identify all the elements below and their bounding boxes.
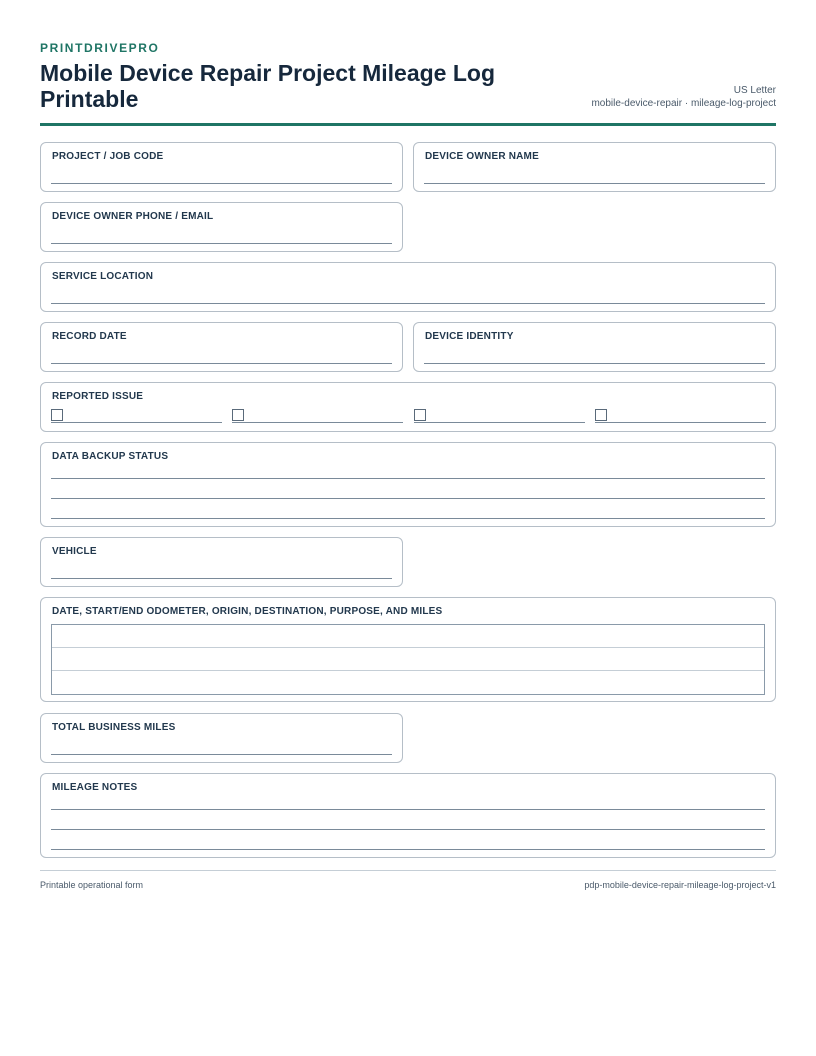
form-tags: mobile-device-repair · mileage-log-project xyxy=(591,98,776,109)
mileage-notes-field[interactable] xyxy=(40,773,776,858)
total-business-miles-field[interactable] xyxy=(40,713,403,763)
form-meta xyxy=(591,84,776,110)
write-line[interactable] xyxy=(51,578,392,579)
field-label: VEHICLE xyxy=(52,546,97,557)
footer-description: Printable operational form xyxy=(40,880,144,890)
write-line[interactable] xyxy=(51,303,765,304)
issue-option[interactable] xyxy=(414,409,585,423)
field-label: DEVICE IDENTITY xyxy=(425,331,514,342)
checkbox[interactable] xyxy=(51,409,63,421)
checkbox[interactable] xyxy=(595,409,607,421)
device-identity-field[interactable] xyxy=(413,322,776,372)
write-line[interactable] xyxy=(51,849,765,850)
form-id: pdp-mobile-device-repair-mileage-log-project-v1 xyxy=(584,880,776,890)
write-line[interactable] xyxy=(424,363,765,364)
data-backup-status-field[interactable] xyxy=(40,442,776,527)
field-label: TOTAL BUSINESS MILES xyxy=(52,722,176,733)
field-label: DEVICE OWNER NAME xyxy=(425,151,539,162)
trip-log-grid[interactable] xyxy=(51,624,765,695)
form-title: Mobile Device Repair Project Mileage Log Printable xyxy=(40,60,496,112)
issue-option[interactable] xyxy=(595,409,766,423)
write-line[interactable] xyxy=(51,243,392,244)
trip-log-field[interactable] xyxy=(40,597,776,702)
record-date-field[interactable] xyxy=(40,322,403,372)
field-label: REPORTED ISSUE xyxy=(52,391,144,402)
project-job-code-field[interactable] xyxy=(40,142,403,192)
write-line[interactable] xyxy=(51,183,392,184)
write-line[interactable] xyxy=(51,754,392,755)
field-label: DEVICE OWNER PHONE / EMAIL xyxy=(52,211,214,222)
grid-row[interactable] xyxy=(52,625,764,648)
issue-option[interactable] xyxy=(51,409,222,423)
write-line[interactable] xyxy=(51,498,765,499)
grid-row[interactable] xyxy=(52,648,764,671)
write-line[interactable] xyxy=(51,478,765,479)
reported-issue-field[interactable] xyxy=(40,382,776,432)
issue-option[interactable] xyxy=(232,409,403,423)
device-owner-name-field[interactable] xyxy=(413,142,776,192)
field-label: RECORD DATE xyxy=(52,331,127,342)
write-line[interactable] xyxy=(51,363,392,364)
field-label: DATE, START/END ODOMETER, ORIGIN, DESTINATION, PURPOSE, AND MILES xyxy=(52,606,443,617)
form-footer xyxy=(40,870,776,894)
field-label: DATA BACKUP STATUS xyxy=(52,451,169,462)
checkbox[interactable] xyxy=(414,409,426,421)
form-header xyxy=(40,40,776,126)
field-label: MILEAGE NOTES xyxy=(52,782,138,793)
field-label: PROJECT / JOB CODE xyxy=(52,151,164,162)
device-owner-contact-field[interactable] xyxy=(40,202,403,252)
brand-name: PRINTDRIVEPRO xyxy=(40,41,160,55)
write-line[interactable] xyxy=(424,183,765,184)
field-label: SERVICE LOCATION xyxy=(52,271,154,282)
checkbox[interactable] xyxy=(232,409,244,421)
service-location-field[interactable] xyxy=(40,262,776,312)
write-line[interactable] xyxy=(51,518,765,519)
grid-row[interactable] xyxy=(52,671,764,694)
write-line[interactable] xyxy=(51,809,765,810)
paper-size: US Letter xyxy=(733,85,776,96)
write-line[interactable] xyxy=(51,829,765,830)
vehicle-field[interactable] xyxy=(40,537,403,587)
